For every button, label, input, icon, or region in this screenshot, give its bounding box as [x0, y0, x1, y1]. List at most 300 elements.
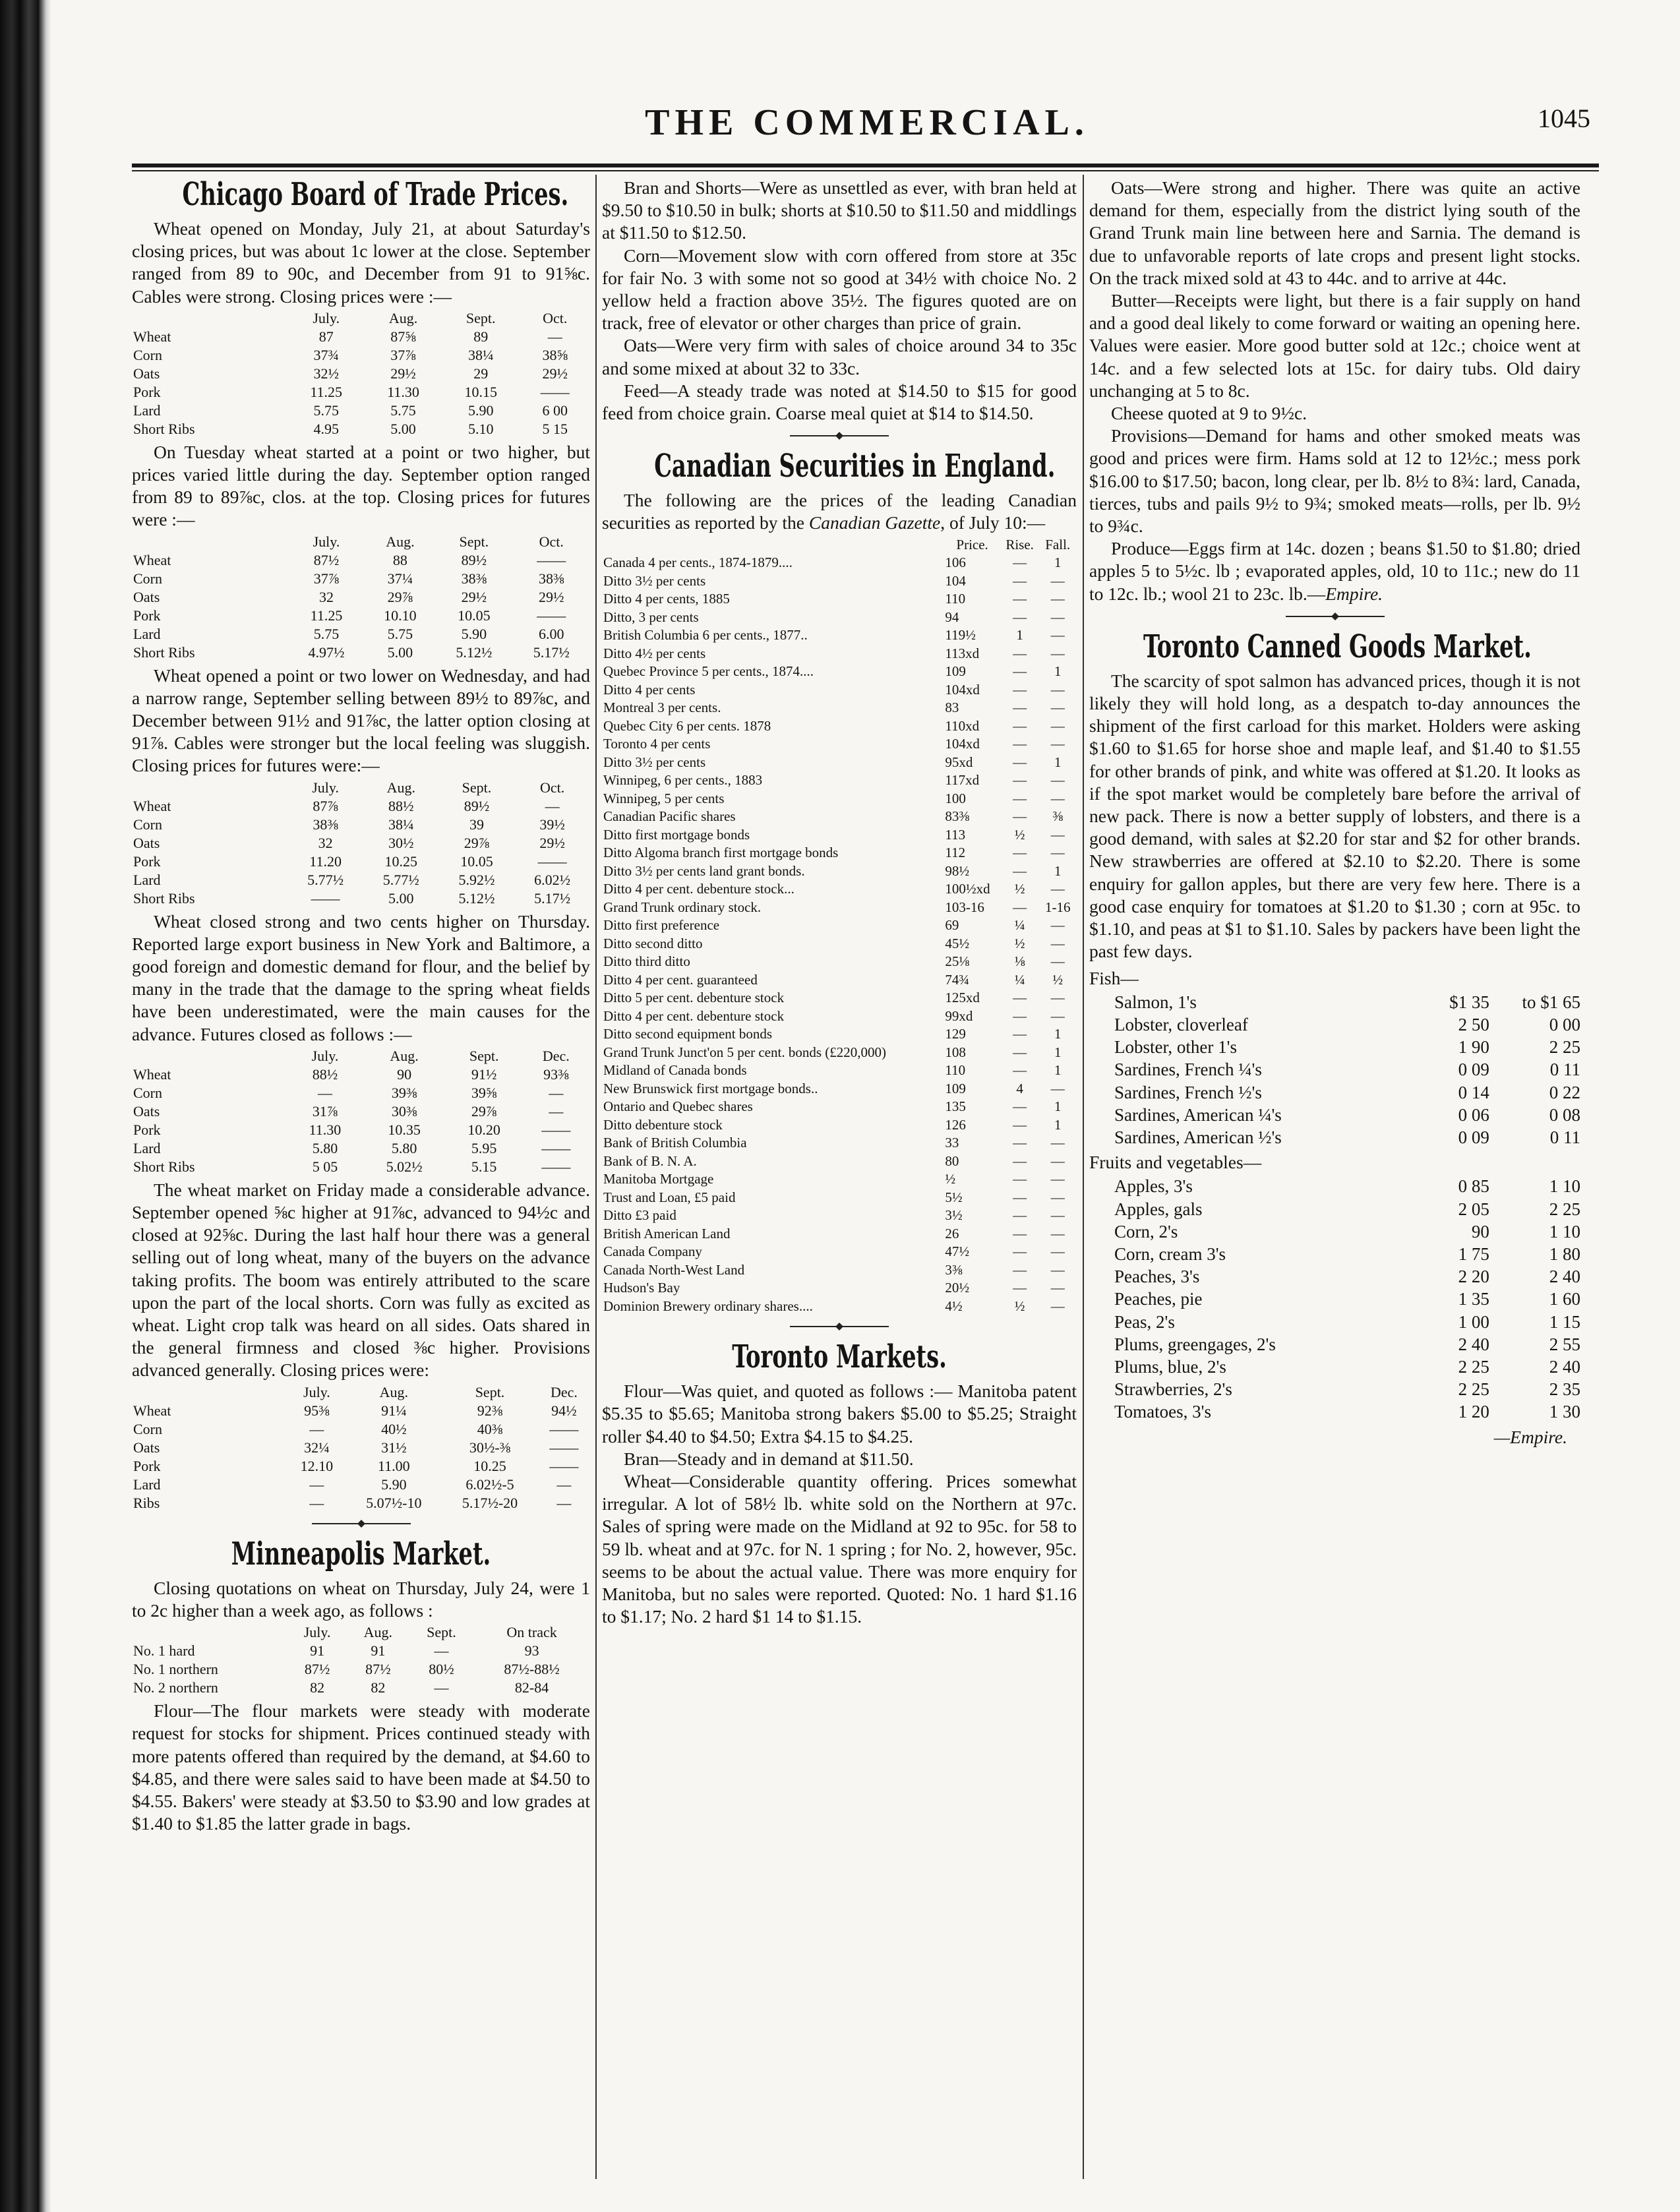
table-cell: 40½: [381, 1420, 407, 1437]
table-cell: 4.97½: [308, 643, 345, 661]
security-rise: —: [1013, 1280, 1027, 1296]
minneapolis-corn-paragraph: Corn—Movement slow with corn offered from store at 35c for fair No. 3 with some not so good at 34½ with choice No. 2 yellow held a fraction above 35½. The figures quoted are on track, free of elevator or other charges than price of grain.: [602, 245, 1077, 334]
item-name: Corn, 2's: [1114, 1221, 1178, 1241]
security-price: 129: [945, 1026, 966, 1042]
chicago-monday-paragraph: Wheat opened on Monday, July 21, at about Saturday's closing prices, but was about 1c lower at the close. September ranged from 89 to 90c, and December from 91 to 91⅝c. Cables were strong. Closing prices were :—: [132, 218, 590, 307]
security-name: Canada 4 per cents., 1874-1879....: [603, 554, 793, 571]
price-row: [1089, 1081, 1580, 1104]
security-name: Grand Trunk ordinary stock.: [603, 899, 762, 915]
masthead-rule-thick: [132, 164, 1599, 167]
security-price: 103-16: [945, 899, 984, 915]
table-cell: 37¼: [387, 570, 413, 587]
security-price: 83⅜: [945, 808, 970, 825]
fruits-label: Fruits and vegetables—: [1089, 1152, 1262, 1173]
table-cell: 31½: [381, 1439, 407, 1456]
price-high: 0 00: [1549, 1014, 1580, 1034]
table-cell: 87½: [304, 1661, 330, 1678]
security-name: Ditto £3 paid: [603, 1207, 676, 1224]
table-row: [602, 590, 1077, 609]
column-header: July.: [312, 779, 339, 796]
table-cell: —: [317, 1084, 332, 1101]
table-cell: 32: [318, 834, 333, 851]
security-price: 20½: [945, 1280, 970, 1296]
security-rise: —: [1013, 772, 1027, 789]
column-header: Aug.: [363, 1624, 393, 1641]
security-fall: —: [1050, 1135, 1065, 1151]
minneapolis-heading: Minneapolis Market.: [231, 1535, 491, 1572]
table-row: [602, 1007, 1077, 1026]
table-row: [602, 1080, 1077, 1098]
security-fall: 1: [1054, 1098, 1062, 1115]
security-price: 80: [945, 1152, 959, 1169]
table-row: [602, 1261, 1077, 1280]
table-row: [132, 1420, 590, 1439]
price-row: [1089, 1400, 1580, 1423]
table-cell: 29⅞: [464, 834, 490, 851]
row-label: Wheat: [133, 328, 171, 345]
table-cell: 37⅞: [390, 346, 416, 363]
table-cell: 39½: [539, 816, 565, 833]
column-header: [602, 536, 944, 554]
column-header: Aug.: [388, 309, 418, 326]
column-header: Sept.: [475, 1383, 505, 1400]
row-label: Lard: [133, 402, 161, 419]
item-name: Corn, cream 3's: [1114, 1243, 1226, 1264]
row-label: Lard: [133, 625, 161, 642]
security-rise: —: [1013, 808, 1027, 825]
column-header: Aug.: [379, 1383, 409, 1400]
security-name: Montreal 3 per cents.: [603, 700, 721, 716]
table-row: [602, 1116, 1077, 1135]
table-cell: —: [547, 328, 562, 345]
security-name: Canada Company: [603, 1243, 702, 1260]
price-high: 2 25: [1549, 1037, 1580, 1058]
item-name: Strawberries, 2's: [1114, 1379, 1232, 1400]
table-row: [132, 816, 590, 834]
table-row: [132, 1158, 590, 1176]
price-high: 0 11: [1549, 1127, 1580, 1147]
table-cell: 5.92½: [458, 871, 495, 888]
table-row: [602, 971, 1077, 990]
item-name: Lobster, other 1's: [1114, 1037, 1237, 1058]
table-cell: 40⅜: [477, 1420, 503, 1437]
security-price: 83: [945, 700, 959, 716]
table-cell: 6.00: [539, 625, 564, 642]
row-label: Ribs: [133, 1494, 160, 1511]
row-label: Oats: [133, 1439, 160, 1456]
canned-source-credit: —Empire.: [1493, 1426, 1567, 1447]
table-cell: 10.05: [460, 852, 493, 870]
table-row: [132, 328, 590, 346]
price-high: 1 10: [1549, 1176, 1580, 1197]
item-name: Peas, 2's: [1114, 1311, 1175, 1332]
security-price: 109: [945, 1080, 966, 1096]
security-fall: —: [1050, 1225, 1065, 1241]
price-row: [1089, 1243, 1580, 1265]
table-cell: 5.90: [467, 402, 494, 419]
security-fall: —: [1050, 1243, 1065, 1260]
table-row: [602, 554, 1077, 572]
row-label: Pork: [133, 1457, 161, 1474]
security-fall: —: [1050, 1298, 1065, 1314]
row-label: Oats: [133, 1102, 160, 1120]
row-label: Oats: [133, 365, 160, 382]
security-fall: 1: [1054, 554, 1062, 571]
table-row: [602, 1061, 1077, 1080]
item-name: Tomatoes, 3's: [1114, 1402, 1211, 1422]
table-cell: 11.30: [387, 383, 419, 400]
security-name: Ditto first mortgage bonds: [603, 826, 750, 843]
security-price: 104xd: [945, 681, 980, 698]
security-rise: —: [1013, 700, 1027, 716]
table-row: [132, 797, 590, 816]
security-fall: —: [1050, 1261, 1065, 1278]
security-price: 125xd: [945, 990, 980, 1006]
table-header-row: [132, 1623, 590, 1642]
security-rise: —: [1013, 1152, 1027, 1169]
table-row: [602, 899, 1077, 917]
price-high: 1 30: [1549, 1402, 1580, 1422]
table-cell: 87½: [313, 551, 340, 568]
column-header: Sept.: [462, 779, 492, 796]
chicago-heading: Chicago Board of Trade Prices.: [182, 177, 569, 213]
security-fall: —: [1050, 717, 1065, 734]
table-cell: —: [549, 1084, 564, 1101]
security-price: 100½xd: [945, 881, 990, 897]
security-fall: —: [1050, 1152, 1065, 1169]
chicago-table-wednesday: [132, 779, 590, 908]
table-row: [132, 1494, 590, 1512]
security-rise: —: [1013, 572, 1027, 589]
security-fall: 1: [1054, 1062, 1062, 1079]
table-row: [602, 1189, 1077, 1207]
security-fall: —: [1050, 1007, 1065, 1024]
item-name: Apples, 3's: [1114, 1176, 1193, 1197]
table-cell: 4.95: [313, 420, 339, 437]
row-label: Corn: [133, 1084, 162, 1101]
security-fall: —: [1050, 645, 1065, 661]
toronto-markets-heading: Toronto Markets.: [732, 1338, 947, 1376]
security-price: ½: [945, 1171, 956, 1187]
table-cell: 87⅞: [313, 797, 338, 814]
table-cell: 5.12½: [458, 889, 495, 907]
row-label: Wheat: [133, 1065, 171, 1083]
table-header-row: [602, 536, 1077, 554]
price-low: 1 00: [1458, 1311, 1489, 1332]
security-fall: —: [1050, 953, 1065, 970]
table-row: [602, 645, 1077, 663]
security-rise: —: [1013, 1026, 1027, 1042]
item-name: Sardines, American ¼'s: [1114, 1104, 1282, 1125]
security-fall: —: [1050, 772, 1065, 789]
security-fall: ½: [1052, 971, 1064, 988]
price-low: 2 20: [1458, 1267, 1489, 1287]
table-cell: 87½: [365, 1661, 391, 1678]
column-header: [132, 779, 287, 797]
table-cell: 29⅞: [387, 588, 413, 605]
security-rise: —: [1013, 1098, 1027, 1115]
price-row: [1089, 1036, 1580, 1058]
price-row: [1089, 1175, 1580, 1197]
table-row: [132, 1439, 590, 1457]
price-row: [1089, 1356, 1580, 1378]
table-cell: 11.25: [310, 383, 343, 400]
security-rise: —: [1013, 1044, 1027, 1060]
chicago-table-tuesday: [132, 533, 590, 662]
table-header-row: [132, 1383, 590, 1402]
table-row: [132, 1679, 590, 1697]
table-cell: 38⅜: [313, 816, 338, 833]
security-name: New Brunswick first mortgage bonds..: [603, 1080, 818, 1096]
price-high: 1 15: [1549, 1311, 1580, 1332]
price-low: 1 35: [1458, 1289, 1489, 1309]
item-name: Sardines, American ½'s: [1114, 1127, 1282, 1147]
table-cell: —: [309, 1420, 324, 1437]
price-low: 0 09: [1458, 1060, 1489, 1080]
row-label: Oats: [133, 588, 160, 605]
row-label: Corn: [133, 816, 162, 833]
row-label: Lard: [133, 1139, 161, 1156]
table-cell: 38⅜: [461, 570, 487, 587]
table-header-row: [132, 779, 590, 797]
toronto-wheat-paragraph: Wheat—Considerable quantity offering. Prices somewhat irregular. A lot of 58½ lb. white sold on the Northern at 97c. Sales of spring were made on the Midland at 92 to 95c. for 58 to 59 lb. wheat and at 97c. for N. 1 spring ; for No. 2, however, 95c. seems to be about the actual value. There was more enquiry for Manitoba, but no sales were reported. Quoted: No. 1 hard $1.16 to $1.17; No. 2 hard $1 14 to $1.15.: [602, 1470, 1077, 1627]
table-cell: 10.25: [384, 852, 418, 870]
table-cell: 91: [371, 1642, 386, 1659]
item-name: Plums, greengages, 2's: [1114, 1334, 1276, 1354]
row-label: Lard: [133, 1476, 161, 1493]
minneapolis-bran-paragraph: Bran and Shorts—Were as unsettled as ever, with bran held at $9.50 to $10.50 in bulk; shorts at $10.50 to $11.50 and middlings at $11.50 to $12.50.: [602, 177, 1077, 243]
security-rise: 1: [1016, 627, 1023, 643]
table-row: [132, 1402, 590, 1420]
table-cell: 5.80: [312, 1139, 338, 1156]
price-high: to $1 65: [1522, 992, 1580, 1012]
fish-price-table: [1089, 991, 1580, 1149]
security-name: British American Land: [603, 1225, 731, 1241]
column-header: Dec.: [550, 1383, 578, 1400]
table-cell: 10.35: [388, 1121, 421, 1138]
security-name: Ontario and Quebec shares: [603, 1098, 753, 1115]
security-rise: ¼: [1014, 917, 1025, 934]
table-cell: 5.00: [390, 420, 416, 437]
security-rise: —: [1013, 663, 1027, 680]
security-price: 106: [945, 554, 966, 571]
price-low: 0 14: [1458, 1082, 1489, 1102]
table-cell: 29½: [390, 365, 416, 382]
security-price: 94: [945, 609, 959, 625]
column-rule-2: [1083, 175, 1084, 2179]
column-rule-1: [595, 175, 597, 2179]
price-row: [1089, 1378, 1580, 1400]
table-row: [602, 826, 1077, 845]
table-row: [602, 1298, 1077, 1316]
security-price: 25⅛: [945, 953, 970, 970]
page-number: 1045: [1538, 104, 1590, 133]
security-price: 113xd: [945, 645, 980, 661]
security-rise: —: [1013, 1007, 1027, 1024]
table-cell: 82-84: [514, 1679, 549, 1696]
column-header: Sept.: [427, 1624, 456, 1641]
column-header: Oct.: [539, 533, 564, 550]
table-cell: 5.15: [471, 1158, 497, 1175]
security-rise: ½: [1014, 881, 1025, 897]
table-row: [132, 1642, 590, 1660]
price-high: 0 08: [1549, 1104, 1580, 1125]
security-fall: —: [1050, 1207, 1065, 1224]
row-label: No. 1 hard: [133, 1642, 195, 1659]
table-cell: 32½: [313, 365, 339, 382]
security-name: Dominion Brewery ordinary shares....: [603, 1298, 813, 1314]
table-cell: ——: [549, 1457, 579, 1474]
table-cell: 6.02½: [534, 871, 571, 888]
table-cell: —: [556, 1494, 572, 1511]
security-rise: —: [1013, 1243, 1027, 1260]
security-price: 113: [945, 826, 966, 843]
minneapolis-oats-paragraph: Oats—Were very firm with sales of choice around 34 to 35c and some mixed at about 32 to 33c.: [602, 335, 1077, 378]
column-2: [602, 177, 1077, 2181]
table-cell: 5.17½: [534, 889, 571, 907]
security-fall: —: [1050, 790, 1065, 806]
table-header-row: [132, 1047, 590, 1065]
table-cell: ——: [549, 1420, 579, 1437]
table-row: [132, 1084, 590, 1102]
column-header: Oct.: [543, 309, 568, 326]
table-cell: 11.25: [310, 607, 343, 624]
table-cell: 88½: [388, 797, 414, 814]
table-cell: 10.20: [467, 1121, 500, 1138]
security-price: 109: [945, 663, 966, 680]
table-row: [602, 935, 1077, 953]
security-fall: —: [1050, 1189, 1065, 1205]
table-cell: 5.95: [471, 1139, 497, 1156]
row-label: Lard: [133, 871, 161, 888]
table-cell: 10.25: [473, 1457, 506, 1474]
price-low: 2 50: [1458, 1014, 1489, 1034]
table-cell: —: [434, 1679, 449, 1696]
table-cell: 5.07½-10: [366, 1494, 422, 1511]
table-cell: 32¼: [304, 1439, 330, 1456]
table-row: [602, 880, 1077, 899]
security-name: Ditto first preference: [603, 917, 720, 934]
column-header: [132, 309, 287, 328]
table-cell: 87: [318, 328, 334, 345]
toronto-cheese-paragraph: Cheese quoted at 9 to 9½c.: [1111, 403, 1307, 424]
row-label: Corn: [133, 570, 162, 587]
row-label: No. 2 northern: [133, 1679, 218, 1696]
table-cell: 95⅜: [304, 1402, 330, 1419]
security-price: 98½: [945, 862, 970, 879]
table-row: [132, 402, 590, 420]
table-row: [602, 754, 1077, 772]
table-row: [602, 808, 1077, 826]
column-header: On track: [506, 1624, 557, 1641]
table-cell: 38¼: [467, 346, 494, 363]
table-row: [602, 916, 1077, 935]
price-low: 1 20: [1458, 1402, 1489, 1422]
security-fall: —: [1050, 609, 1065, 625]
price-row: [1089, 1104, 1580, 1126]
security-price: 4½: [945, 1298, 963, 1314]
table-cell: —: [309, 1494, 324, 1511]
row-label: Wheat: [133, 551, 171, 568]
security-rise: —: [1013, 899, 1027, 915]
table-cell: 5.12½: [456, 643, 493, 661]
security-name: Ditto second equipment bonds: [603, 1026, 773, 1042]
row-label: Short Ribs: [133, 643, 195, 661]
chicago-table-friday: [132, 1383, 590, 1512]
table-cell: 6.02½-5: [465, 1476, 514, 1493]
chicago-table-thursday: [132, 1047, 590, 1176]
row-label: No. 1 northern: [133, 1661, 218, 1678]
row-label: Corn: [133, 346, 162, 363]
security-price: 104xd: [945, 736, 980, 752]
security-rise: —: [1013, 1116, 1027, 1133]
table-cell: 5.75: [313, 402, 339, 419]
table-cell: 87⅝: [390, 328, 416, 345]
table-cell: 5.75: [387, 625, 413, 642]
table-cell: 29½: [539, 834, 565, 851]
source-credit: Empire.: [1325, 583, 1383, 604]
column-header: Sept.: [459, 533, 489, 550]
security-fall: 1: [1054, 663, 1062, 680]
security-rise: ½: [1014, 1298, 1025, 1314]
security-name: Quebec City 6 per cents. 1878: [603, 717, 771, 734]
security-fall: 1: [1054, 754, 1062, 770]
table-cell: 89½: [461, 551, 487, 568]
security-name: Ditto debenture stock: [603, 1116, 723, 1133]
chicago-wednesday-paragraph: Wheat opened a point or two lower on Wednesday, and had a narrow range, September selling between 89½ to 89⅞c, and December between 91½ and 91⅞c, the latter option closing at 91⅞. Cables were stronger but the local feeling was sluggish. Closing prices for futures were:—: [132, 665, 590, 776]
price-low: 2 25: [1458, 1379, 1489, 1400]
table-cell: 5.90: [381, 1476, 407, 1493]
column-header: Sept.: [465, 309, 496, 326]
security-name: Trust and Loan, £5 paid: [603, 1189, 736, 1205]
table-cell: ——: [549, 1439, 579, 1456]
table-row: [602, 1044, 1077, 1062]
table-row: [602, 1098, 1077, 1116]
table-cell: 5.17½-20: [462, 1494, 518, 1511]
price-row: [1089, 1013, 1580, 1036]
binding-edge: [0, 0, 51, 2212]
security-fall: —: [1050, 591, 1065, 607]
price-row: [1089, 1265, 1580, 1288]
row-label: Pork: [133, 852, 161, 870]
table-row: [132, 420, 590, 438]
column-header: [132, 533, 287, 551]
table-row: [602, 626, 1077, 645]
security-fall: —: [1050, 736, 1065, 752]
table-cell: ——: [540, 383, 570, 400]
table-row: [132, 607, 590, 625]
security-rise: —: [1013, 790, 1027, 806]
security-rise: ¼: [1014, 971, 1025, 988]
security-fall: —: [1050, 1280, 1065, 1296]
minneapolis-intro-paragraph: Closing quotations on wheat on Thursday, July 24, were 1 to 2c higher than a week ago, as follows :: [132, 1577, 590, 1621]
security-fall: —: [1050, 990, 1065, 1006]
table-cell: 39⅜: [391, 1084, 417, 1101]
table-row: [132, 889, 590, 908]
table-cell: 93: [524, 1642, 539, 1659]
security-name: Manitoba Mortgage: [603, 1171, 714, 1187]
price-high: 0 11: [1549, 1060, 1580, 1080]
price-row: [1089, 991, 1580, 1013]
security-price: 99xd: [945, 1007, 973, 1024]
row-label: Corn: [133, 1420, 162, 1437]
table-cell: 39: [469, 816, 484, 833]
chicago-thursday-paragraph: Wheat closed strong and two cents higher on Thursday. Reported large export business in New York and Baltimore, a good foreign and domestic demand for flour, and the belief by many in the trade that the damage to the spring wheat fields have been underestimated, were the main causes for the advance. Futures closed as follows :—: [132, 911, 590, 1044]
security-price: 69: [945, 917, 959, 934]
minneapolis-wheat-table: [132, 1623, 590, 1697]
table-cell: 5.75: [390, 402, 416, 419]
table-cell: 37⅞: [313, 570, 340, 587]
